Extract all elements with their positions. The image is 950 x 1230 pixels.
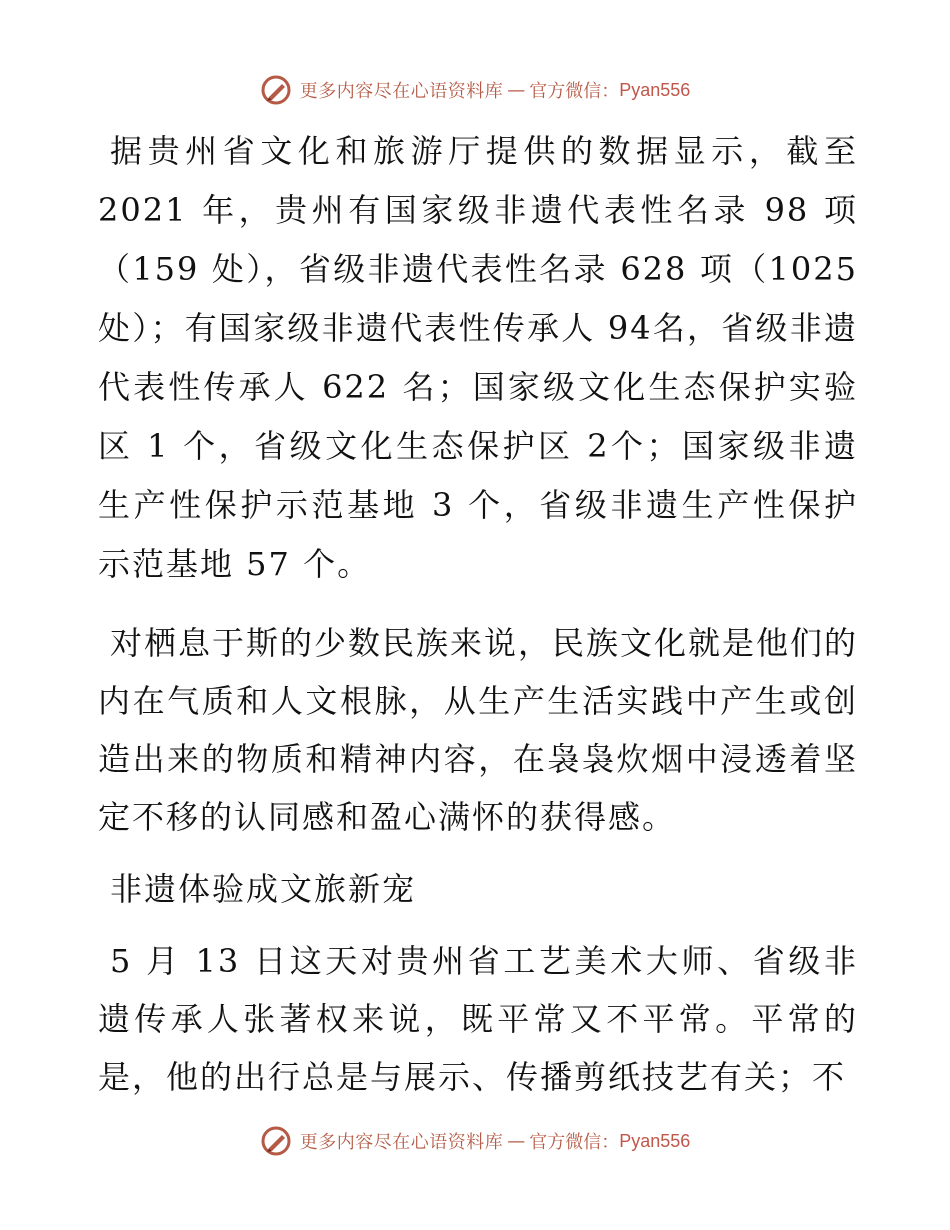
paragraph-statistics: 据贵州省文化和旅游厅提供的数据显示，截至2021 年，贵州有国家级非遗代表性名录 98 项（159 处），省级非遗代表性名录 628 项（1025 处）；有国家级非遗代表性传承人 94名，省级非遗代表性传承人 622 名；国家级文化生态保护实验区 1 个，省级文化生态保护区 2个；国家级非遗生产性保护示范基地 3 个，省级非遗生产性保护示范基地 57 个。	[98, 132, 858, 583]
watermark-separator: —	[507, 79, 526, 101]
paragraph-ethnic-culture: 对栖息于斯的少数民族来说，民族文化就是他们的内在气质和人文根脉，从生产生活实践中产生或创造出来的物质和精神内容，在袅袅炊烟中浸透着坚定不移的认同感和盈心满怀的获得感。	[98, 624, 859, 836]
watermark-wechat-id: Pyan556	[619, 1130, 691, 1151]
footer-watermark	[0, 1121, 950, 1161]
watermark-main-text: 更多内容尽在心语资料库	[299, 81, 504, 102]
pen-logo-icon	[260, 1125, 292, 1157]
header-watermark	[0, 70, 950, 110]
paragraph-zhang-zhuquan: 5 月 13 日这天对贵州省工艺美术大师、省级非遗传承人张著权来说，既平常又不平常。平常的是，他的出行总是与展示、传播剪纸技艺有关；不	[98, 942, 858, 1096]
watermark-wechat-label: 官方微信：	[529, 81, 620, 102]
watermark-wechat-id: Pyan556	[619, 79, 691, 100]
watermark-main-text: 更多内容尽在心语资料库	[299, 1132, 504, 1153]
pen-logo-icon	[260, 74, 292, 106]
section-heading: 非遗体验成文旅新宠	[110, 870, 417, 908]
document-body	[98, 118, 858, 1106]
watermark-wechat-label: 官方微信：	[529, 1132, 620, 1153]
watermark-separator: —	[507, 1130, 526, 1152]
